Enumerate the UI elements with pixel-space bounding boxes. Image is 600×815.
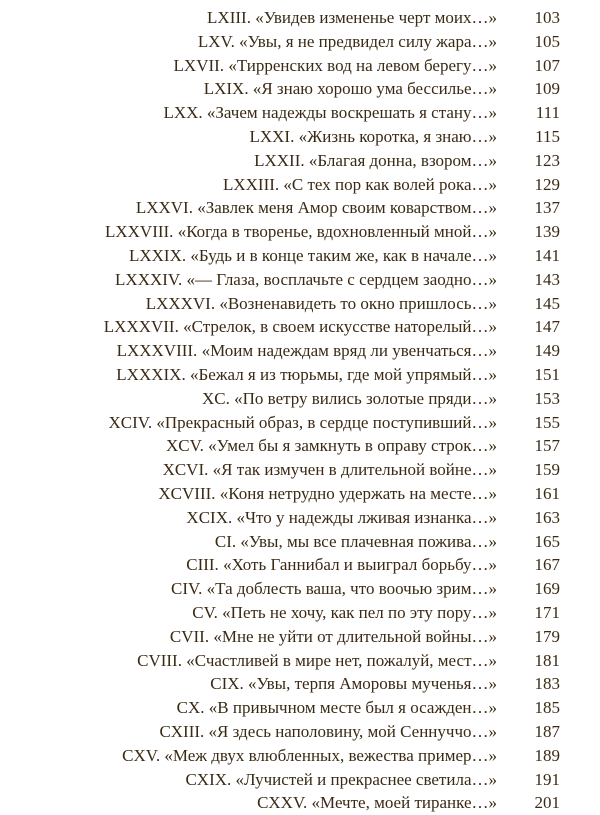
- toc-title: «Мечте, моей тиранке…»: [311, 793, 497, 813]
- toc-numeral: CVIII.: [137, 650, 182, 670]
- toc-title: «Тирренских вод на левом берегу…»: [228, 55, 497, 75]
- toc-entry-text: [177, 696, 497, 720]
- toc-numeral: CXIX.: [185, 769, 232, 789]
- toc-page-number: 151: [534, 364, 560, 384]
- toc-entry-text: [159, 720, 497, 744]
- toc-title: «С тех пор как волей рока…»: [283, 174, 497, 194]
- toc-title: «Петь не хочу, как пел по эту пору…»: [222, 602, 497, 622]
- toc-title: «Счастливей в мире нет, пожалуй, мест…»: [186, 650, 497, 670]
- toc-entry-text: [186, 553, 497, 577]
- toc-entry: [0, 672, 600, 696]
- toc-page-number: 171: [534, 602, 560, 622]
- toc-numeral: LXXVIII.: [104, 222, 174, 242]
- toc-page-number: 155: [534, 412, 560, 432]
- toc-numeral: LXXXVII.: [103, 317, 179, 337]
- toc-page-number: 159: [534, 460, 560, 480]
- toc-entry-text: [186, 506, 497, 530]
- toc-entry-text: [198, 30, 497, 54]
- toc-title: «Бежал я из тюрьмы, где мой упрямый…»: [189, 364, 497, 384]
- toc-numeral: XCV.: [165, 436, 204, 456]
- toc-entry: [0, 530, 600, 554]
- toc-title: «Что у надежды лживая изнанка…»: [236, 507, 497, 527]
- toc-page-number: 111: [535, 103, 560, 123]
- toc-title: «Возненавидеть то окно пришлось…»: [219, 293, 497, 313]
- toc-entry-text: [254, 149, 497, 173]
- toc-page-number: 167: [534, 555, 560, 575]
- toc-title: «По ветру вились золотые пряди…»: [234, 388, 497, 408]
- toc-title: «Увы, терпя Аморовы мученья…»: [248, 674, 497, 694]
- toc-title: «Когда в творенье, вдохновленный мной…»: [177, 222, 497, 242]
- toc-page-number: 191: [534, 769, 560, 789]
- toc-entry-text: [202, 387, 497, 411]
- toc-entry-text: [215, 530, 497, 554]
- toc-numeral: LXX.: [163, 103, 203, 123]
- toc-entry: [0, 268, 600, 292]
- toc-page-number: 137: [534, 198, 560, 218]
- toc-numeral: XCIV.: [108, 412, 153, 432]
- toc-numeral: LXIX.: [203, 79, 249, 99]
- toc-page-number: 109: [534, 79, 560, 99]
- toc-page-number: 147: [534, 317, 560, 337]
- toc-title: «Стрелок, в своем искусстве наторелый…»: [183, 317, 497, 337]
- toc-entry-text: [207, 6, 497, 30]
- toc-title: «Мне не уйти от длительной войны…»: [213, 626, 497, 646]
- toc-entry: [0, 315, 600, 339]
- toc-entry: [0, 125, 600, 149]
- toc-numeral: XC.: [201, 388, 230, 408]
- toc-entry: [0, 292, 600, 316]
- toc-entry: [0, 149, 600, 173]
- toc-entry-text: [158, 482, 497, 506]
- toc-numeral: LXXIII.: [222, 174, 280, 194]
- toc-entry: [0, 553, 600, 577]
- toc-entry: [0, 696, 600, 720]
- toc-entry-text: [115, 268, 497, 292]
- toc-title: «Увы, я не предвидел силу жара…»: [239, 31, 497, 51]
- toc-entry-text: [136, 196, 497, 220]
- toc-numeral: LXXXVI.: [145, 293, 216, 313]
- toc-entry: [0, 6, 600, 30]
- toc-numeral: LXXXIX.: [116, 364, 186, 384]
- toc-title: «Лучистей и прекраснее светила…»: [235, 769, 497, 789]
- toc-entry-text: [163, 101, 497, 125]
- table-of-contents: [0, 6, 600, 815]
- toc-title: «— Глаза, восплачьте с сердцем заодно…»: [186, 269, 497, 289]
- toc-entry: [0, 77, 600, 101]
- toc-entry: [0, 625, 600, 649]
- toc-page-number: 187: [534, 721, 560, 741]
- toc-entry-text: [137, 649, 497, 673]
- toc-title: «Зачем надежды воскрешать я стану…»: [206, 103, 497, 123]
- toc-page-number: 105: [534, 31, 560, 51]
- toc-entry-text: [257, 791, 497, 815]
- toc-entry: [0, 101, 600, 125]
- toc-numeral: CX.: [176, 698, 205, 718]
- toc-page-number: 169: [534, 579, 560, 599]
- toc-page-number: 185: [534, 698, 560, 718]
- toc-page-number: 181: [534, 650, 560, 670]
- toc-entry-text: [249, 125, 497, 149]
- toc-title: «Умел бы я замкнуть в оправу строк…»: [208, 436, 497, 456]
- toc-numeral: CVII.: [169, 626, 210, 646]
- toc-page-number: 165: [534, 531, 560, 551]
- toc-title: «Жизнь коротка, я знаю…»: [298, 126, 497, 146]
- toc-entry-text: [122, 744, 497, 768]
- toc-page-number: 123: [534, 150, 560, 170]
- toc-title: «Коня нетрудно удержать на месте…»: [219, 483, 497, 503]
- toc-page-number: 183: [534, 674, 560, 694]
- toc-entry: [0, 411, 600, 435]
- toc-entry: [0, 387, 600, 411]
- toc-entry: [0, 768, 600, 792]
- toc-numeral: LXXII.: [254, 150, 305, 170]
- toc-entry: [0, 577, 600, 601]
- toc-numeral: LXXIX.: [128, 245, 187, 265]
- toc-entry: [0, 54, 600, 78]
- toc-entry-text: [129, 244, 497, 268]
- toc-entry: [0, 173, 600, 197]
- toc-entry: [0, 458, 600, 482]
- toc-entry-text: [170, 625, 497, 649]
- toc-entry-text: [204, 77, 497, 101]
- toc-entry: [0, 434, 600, 458]
- toc-numeral: LXXI.: [249, 126, 295, 146]
- toc-numeral: LXXXVIII.: [116, 341, 198, 361]
- toc-title: «В привычном месте был я осажден…»: [208, 698, 497, 718]
- toc-title: «Завлек меня Амор своим коварством…»: [197, 198, 497, 218]
- toc-entry-text: [185, 768, 497, 792]
- toc-numeral: CXXV.: [257, 793, 308, 813]
- toc-numeral: XCIX.: [186, 507, 233, 527]
- toc-numeral: LXV.: [197, 31, 235, 51]
- toc-page-number: 129: [534, 174, 560, 194]
- toc-entry: [0, 649, 600, 673]
- toc-entry: [0, 30, 600, 54]
- toc-page-number: 161: [534, 483, 560, 503]
- toc-numeral: LXXXIV.: [115, 269, 183, 289]
- toc-entry: [0, 720, 600, 744]
- toc-page-number: 115: [535, 126, 560, 146]
- toc-numeral: LXVII.: [173, 55, 225, 75]
- toc-entry: [0, 244, 600, 268]
- toc-title: «Моим надеждам вряд ли увенчаться…»: [201, 341, 497, 361]
- toc-entry: [0, 744, 600, 768]
- toc-numeral: CXIII.: [159, 721, 205, 741]
- toc-entry: [0, 220, 600, 244]
- toc-page-number: 107: [534, 55, 560, 75]
- toc-entry-text: [109, 411, 498, 435]
- toc-entry: [0, 196, 600, 220]
- toc-entry-text: [166, 434, 497, 458]
- toc-numeral: CI.: [214, 531, 237, 551]
- toc-page-number: 149: [534, 341, 560, 361]
- toc-entry: [0, 791, 600, 815]
- toc-title: «Та доблесть ваша, что воочью зрим…»: [206, 579, 497, 599]
- toc-entry-text: [223, 173, 497, 197]
- toc-numeral: XCVI.: [162, 460, 209, 480]
- toc-page-number: 145: [534, 293, 560, 313]
- toc-entry-text: [105, 220, 497, 244]
- toc-entry: [0, 339, 600, 363]
- toc-title: «Увидев измененье черт моих…»: [255, 8, 497, 27]
- toc-entry: [0, 482, 600, 506]
- toc-title: «Увы, мы все плачевная пожива…»: [240, 531, 497, 551]
- toc-title: «Благая донна, взором…»: [308, 150, 497, 170]
- toc-numeral: CIV.: [171, 579, 203, 599]
- toc-page-number: 143: [534, 269, 560, 289]
- toc-numeral: LXXVI.: [135, 198, 193, 218]
- toc-entry-text: [116, 363, 497, 387]
- toc-numeral: CIII.: [186, 555, 219, 575]
- toc-entry-text: [210, 672, 497, 696]
- toc-entry-text: [171, 577, 497, 601]
- toc-page-number: 153: [534, 388, 560, 408]
- toc-numeral: CIX.: [210, 674, 244, 694]
- toc-entry-text: [146, 292, 497, 316]
- toc-title: «Прекрасный образ, в сердце поступивший…»: [156, 412, 497, 432]
- toc-title: «Я так измучен в длительной войне…»: [212, 460, 497, 480]
- toc-entry-text: [117, 339, 497, 363]
- toc-entry-text: [163, 458, 497, 482]
- toc-page-number: 189: [534, 745, 560, 765]
- toc-numeral: CV.: [192, 602, 218, 622]
- toc-entry: [0, 363, 600, 387]
- toc-title: «Будь и в конце таким же, как в начале…»: [190, 245, 497, 265]
- toc-page-number: 179: [534, 626, 560, 646]
- toc-page-number: 157: [534, 436, 560, 456]
- toc-page-number: 141: [534, 245, 560, 265]
- toc-page-number: 201: [534, 793, 560, 813]
- toc-title: «Хоть Ганнибал и выиграл борьбу…»: [223, 555, 497, 575]
- toc-title: «Я здесь наполовину, мой Сеннуччо…»: [208, 721, 497, 741]
- toc-entry: [0, 506, 600, 530]
- toc-page-number: 163: [534, 507, 560, 527]
- toc-entry-text: [104, 315, 497, 339]
- toc-title: «Я знаю хорошо ума бессилье…»: [252, 79, 497, 99]
- toc-entry-text: [192, 601, 497, 625]
- toc-page-number: 139: [534, 222, 560, 242]
- toc-numeral: XCVIII.: [158, 483, 216, 503]
- toc-numeral: LXIII.: [207, 8, 251, 27]
- toc-numeral: CXV.: [122, 745, 161, 765]
- toc-page-number: 103: [534, 8, 560, 27]
- toc-entry: [0, 601, 600, 625]
- toc-title: «Меж двух влюбленных, вежества пример…»: [164, 745, 497, 765]
- toc-entry-text: [174, 54, 497, 78]
